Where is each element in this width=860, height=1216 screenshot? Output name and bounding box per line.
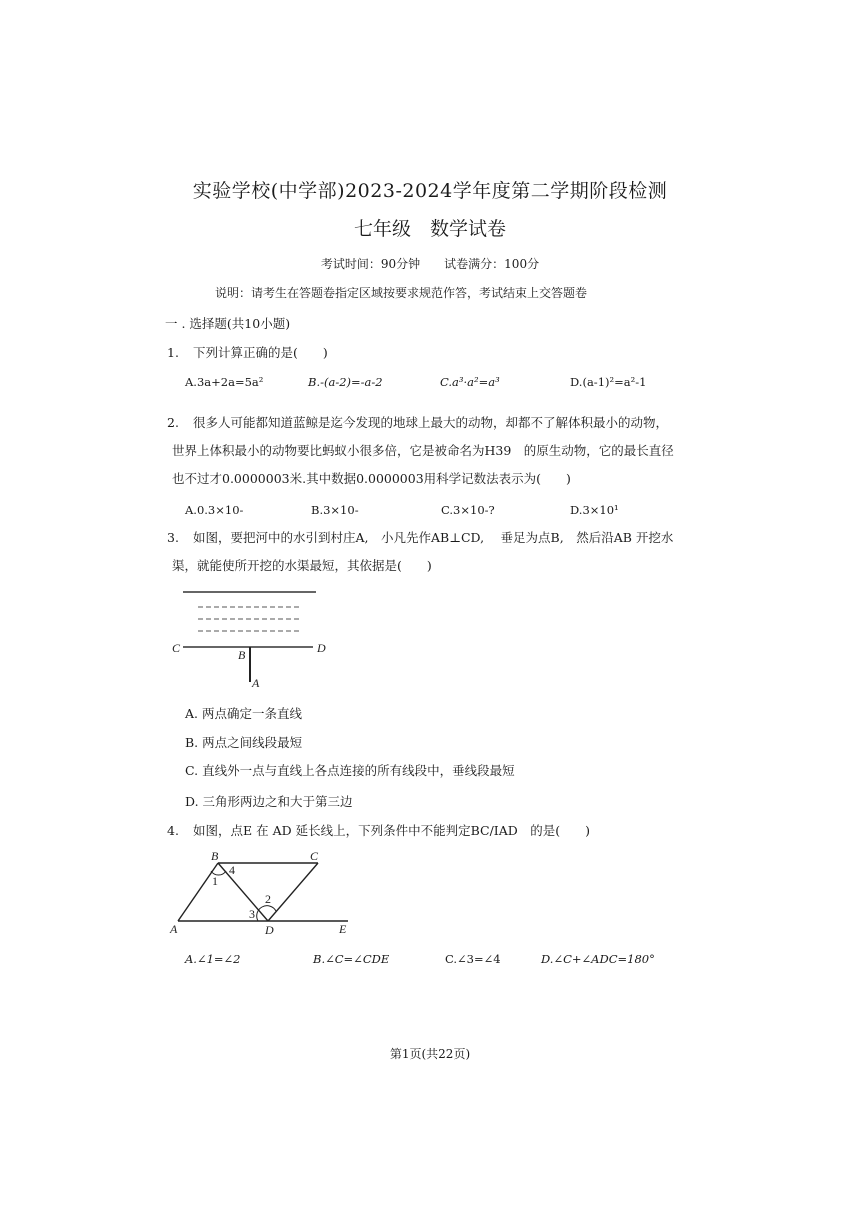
question-4-option-b: B.∠C=∠CDE bbox=[313, 952, 390, 966]
label-e: E bbox=[339, 922, 347, 936]
question-4-option-c: C.∠3=∠4 bbox=[445, 952, 501, 966]
section-heading: 一 . 选择题(共10小题) bbox=[165, 316, 291, 331]
segment-cd bbox=[268, 863, 318, 921]
question-2-line-3: 也不过才0.0000003米.其中数据0.0000003用科学记数法表示为( ) bbox=[172, 471, 571, 486]
angle-label-1: 1 bbox=[212, 874, 218, 888]
exam-instructions: 说明：请考生在答题卷指定区域按要求规范作答，考试结束上交答题卷 bbox=[215, 286, 588, 300]
question-1-option-d: D.(a-1)²=a²-1 bbox=[570, 375, 647, 389]
question-2-number: 2. bbox=[167, 415, 179, 430]
exam-info: 考试时间：90分钟 试卷满分：100分 bbox=[320, 257, 540, 271]
question-3-line-2: 渠，就能使所开挖的水渠最短，其依据是( ) bbox=[172, 558, 432, 573]
question-2-line-2: 世界上体积最小的动物要比蚂蚁小很多倍，它是被命名为H39 的原生动物，它的最长直径 bbox=[172, 443, 674, 458]
question-3-line-1: 如图，要把河中的水引到村庄A, 小凡先作AB⊥CD, 垂足为点B, 然后沿AB 开挖水 bbox=[193, 530, 674, 545]
question-3-number: 3. bbox=[167, 530, 179, 545]
question-1-option-c: C.a³·a²=a³ bbox=[440, 375, 500, 389]
label-c: C bbox=[310, 849, 319, 863]
label-a: A bbox=[170, 922, 178, 936]
question-3-option-a: A. 两点确定一条直线 bbox=[185, 706, 302, 721]
question-3-option-b: B. 两点之间线段最短 bbox=[185, 735, 303, 750]
question-1-text: 下列计算正确的是( ) bbox=[193, 345, 328, 360]
exam-subtitle: 七年级 数学试卷 bbox=[353, 218, 506, 240]
label-d: D bbox=[317, 641, 326, 655]
question-4-option-d: D.∠C+∠ADC=180° bbox=[541, 952, 655, 966]
question-3-option-d: D. 三角形两边之和大于第三边 bbox=[185, 794, 353, 809]
label-b: B bbox=[238, 648, 246, 662]
page-footer: 第1页(共22页) bbox=[389, 1047, 471, 1061]
label-c: C bbox=[172, 641, 181, 655]
question-3-option-c: C. 直线外一点与直线上各点连接的所有线段中，垂线段最短 bbox=[185, 763, 515, 778]
label-d: D bbox=[265, 923, 274, 937]
angle-label-3: 3 bbox=[249, 907, 255, 921]
question-2-line-1: 很多人可能都知道蓝鲸是迄今发现的地球上最大的动物，却都不了解体积最小的动物， bbox=[193, 415, 669, 430]
question-1-number: 1. bbox=[167, 345, 179, 360]
question-2-option-d: D.3×10¹ bbox=[570, 503, 619, 517]
question-4-option-a: A.∠1=∠2 bbox=[185, 952, 241, 966]
angle-label-2: 2 bbox=[265, 892, 271, 906]
exam-title: 实验学校(中学部)2023-2024学年度第二学期阶段检测 bbox=[192, 180, 668, 202]
question-2-option-a: A.0.3×10- bbox=[185, 503, 244, 517]
question-4-number: 4. bbox=[167, 823, 179, 838]
question-2-option-c: C.3×10-? bbox=[441, 503, 495, 517]
question-4-text: 如图，点E 在 AD 延长线上，下列条件中不能判定BC/IAD 的是( ) bbox=[193, 823, 591, 838]
question-2-option-b: B.3×10- bbox=[311, 503, 359, 517]
angle-label-4: 4 bbox=[229, 863, 235, 877]
label-b: B bbox=[211, 849, 219, 863]
question-1-option-a: A.3a+2a=5a² bbox=[185, 375, 264, 389]
question-1-option-b: B.-(a-2)=-a-2 bbox=[308, 375, 383, 389]
label-a: A bbox=[252, 676, 260, 690]
